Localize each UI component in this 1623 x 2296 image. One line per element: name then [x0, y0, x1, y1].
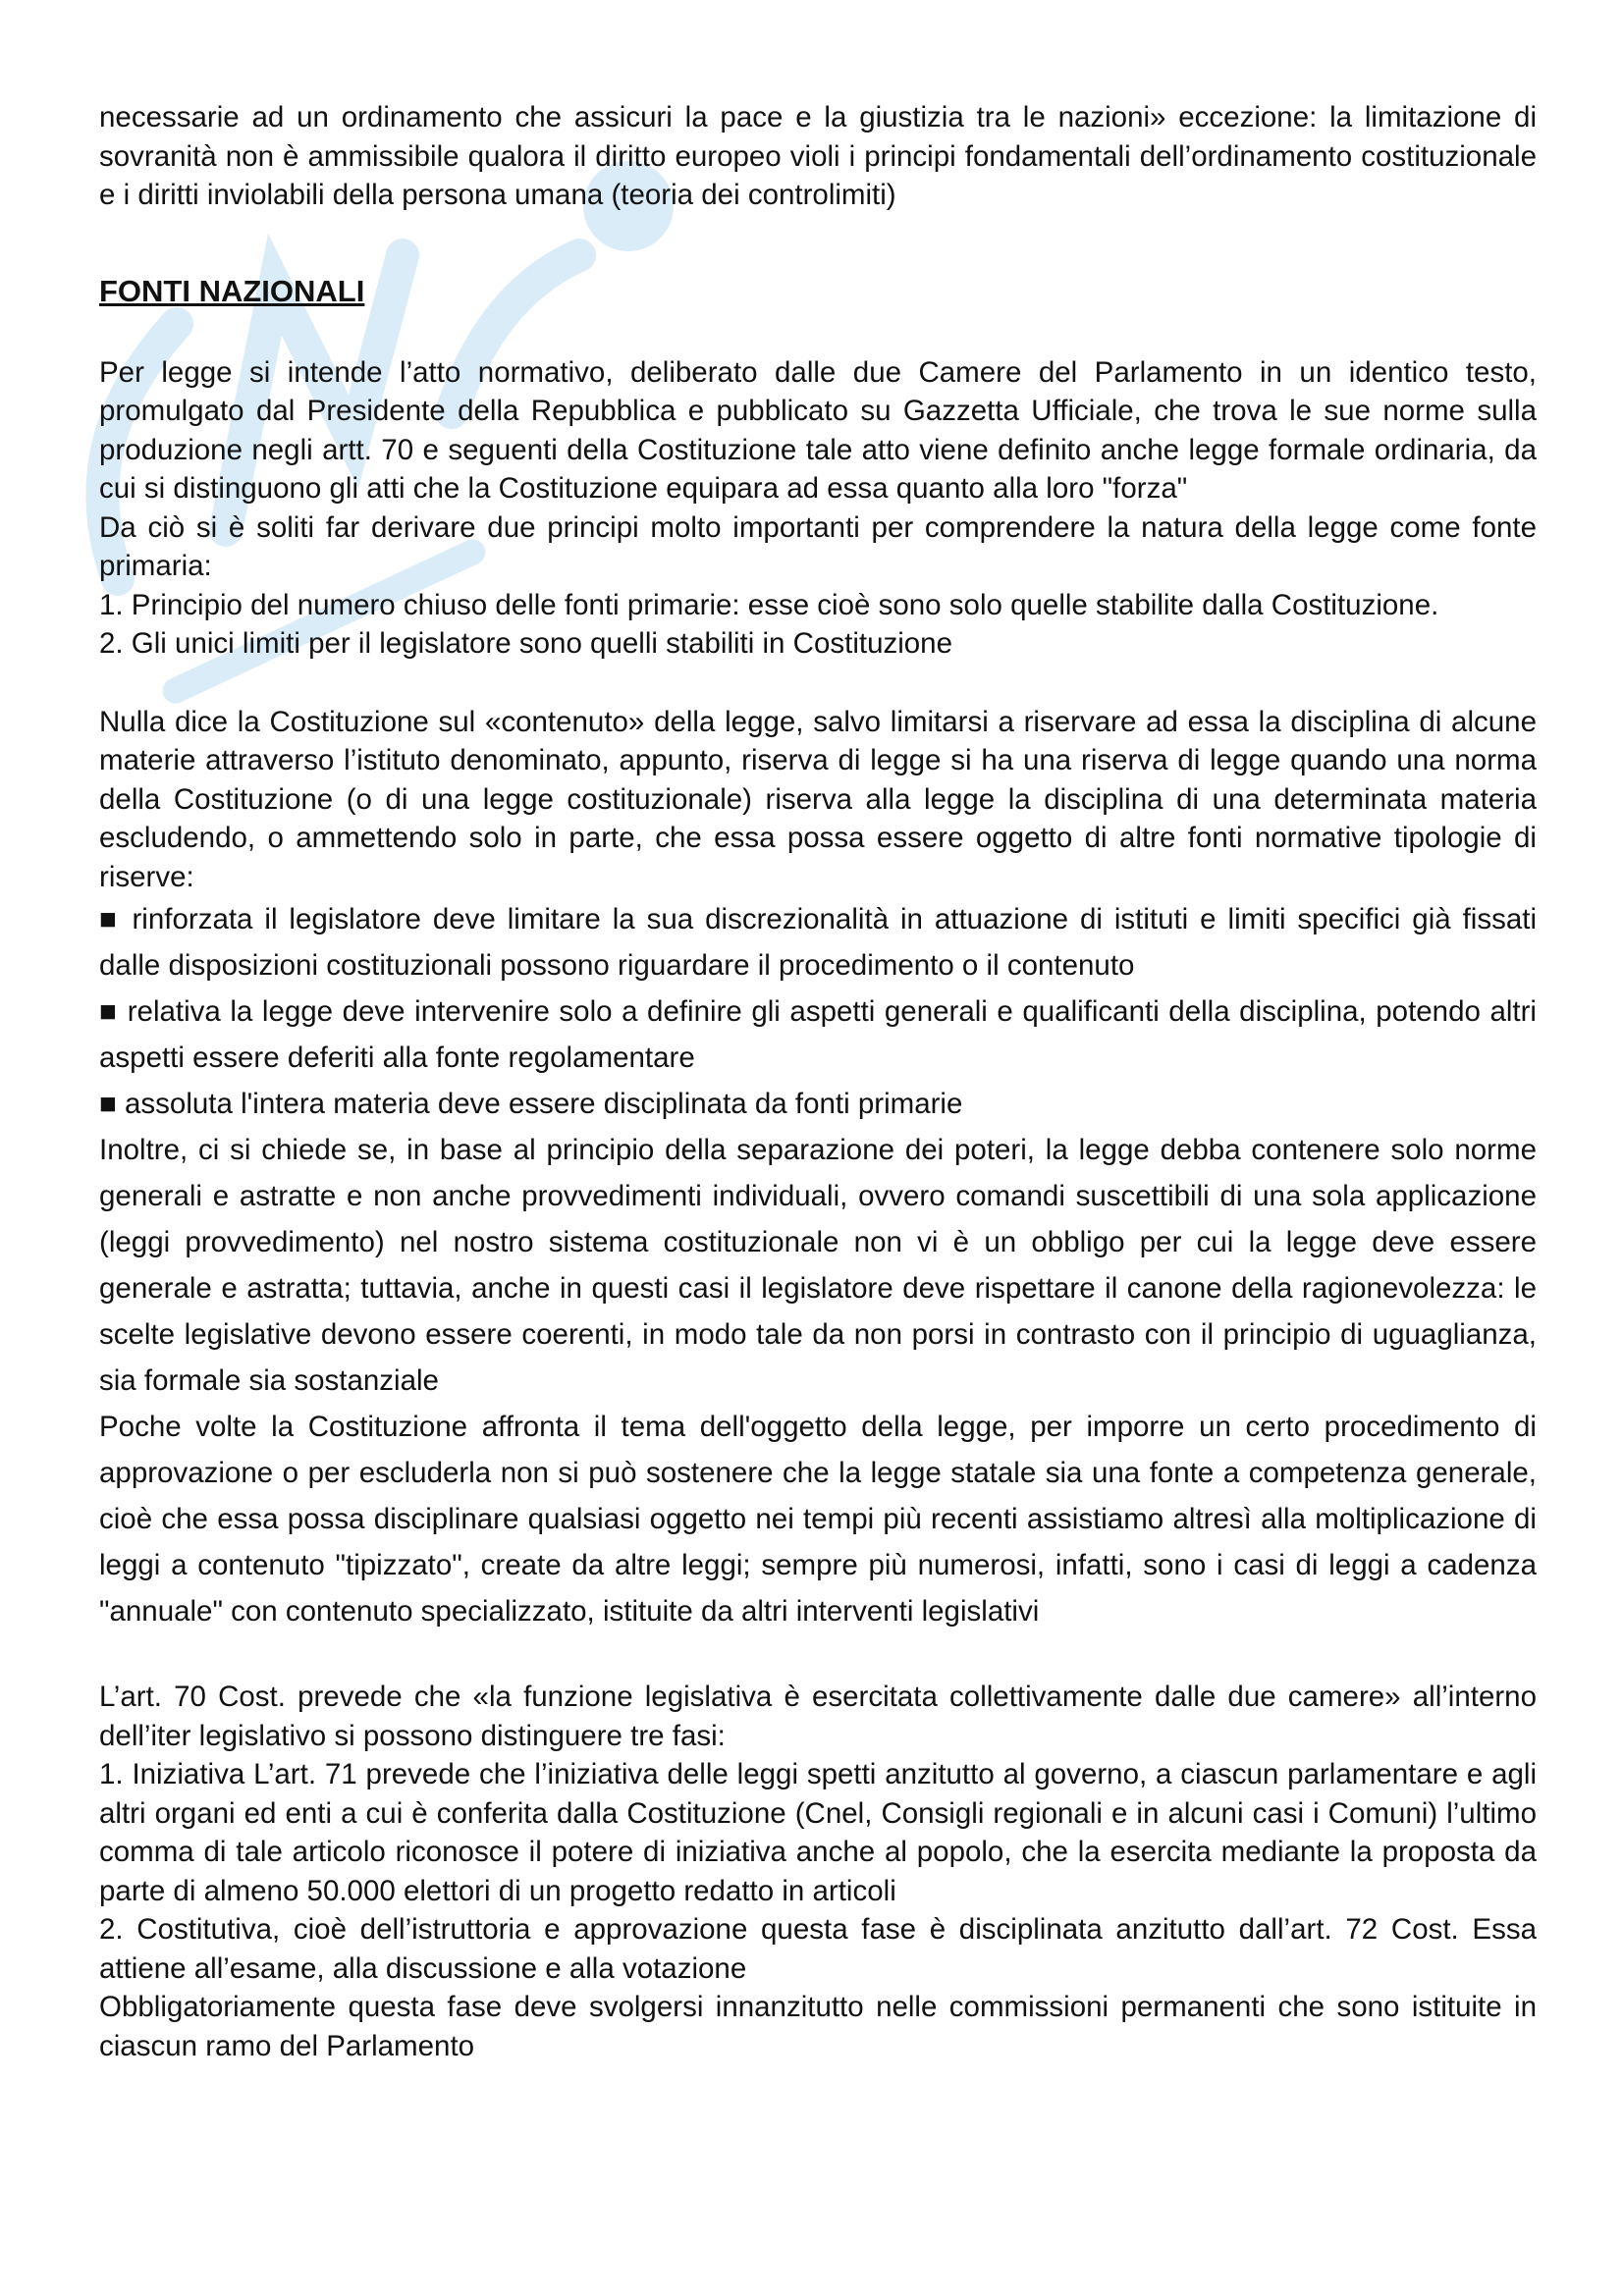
fase-costitutiva: 2. Costitutiva, cioè dell’istruttoria e approvazione questa fase è disciplinata anzitutto dall’art. 72 Cost. Essa attiene all’esame, alla discussione e alla votazione: [99, 1913, 1537, 1985]
iter-intro: L’art. 70 Cost. prevede che «la funzione legislativa è esercitata collettivamente dalle due camere» all’interno dell’iter legislativo si possono distinguere tre fasi:: [99, 1681, 1537, 1752]
riserva-paragraph: Nulla dice la Costituzione sul «contenuto» della legge, salvo limitarsi a riservare ad essa la disciplina di alcune materie attraverso l’istituto denominato, appunto, riserva di legge si ha una riserva di legge quando una norma della Costituzione (o di una legge costituzionale) riserva alla legge la disciplina di una determinata materia escludendo, o ammettendo solo in parte, che essa possa essere oggetto di altre fonti normative tipologie di riserve:: [99, 705, 1537, 893]
principle-2: 2. Gli unici limiti per il legislatore sono quelli stabiliti in Costituzione: [99, 627, 952, 660]
oggetto-legge-paragraph: Poche volte la Costituzione affronta il tema dell'oggetto della legge, per imporre un certo procedimento di approvazione o per escluderla non si può sostenere che la legge statale sia una fonte a competenza generale, cioè che essa possa disciplinare qualsiasi oggetto nei tempi più recenti assistiamo altresì alla moltiplicazione di leggi a contenuto "tipizzato", create da altre leggi; sempre più numerosi, infatti, sono i casi di leggi a cadenza "annuale" con contenuto specializzato, istituite da altri interventi legislativi: [99, 1411, 1537, 1628]
separazione-poteri-paragraph: Inoltre, ci si chiede se, in base al principio della separazione dei poteri, la legge debba contenere solo norme generali e astratte e non anche provvedimenti individuali, ovvero comandi suscettibili di una sola applicazione (leggi provvedimento) nel nostro sistema costituzionale non vi è un obbligo per cui la legge deve essere generale e astratta; tuttavia, anche in questi casi il legislatore deve rispettare il canone della ragionevolezza: le scelte legislative devono essere coerenti, in modo tale da non porsi in contrasto con il principio di uguaglianza, sia formale sia sostanziale: [99, 1134, 1537, 1397]
bullet-relativa: ■ relativa la legge deve intervenire solo a definire gli aspetti generali e qualificanti della disciplina, potendo altri aspetti essere deferiti alla fonte regolamentare: [99, 995, 1537, 1074]
section-heading: FONTI NAZIONALI: [99, 273, 365, 308]
principle-1: 1. Principio del numero chiuso delle fonti primarie: esse cioè sono solo quelle stabilite dalla Costituzione.: [99, 588, 1439, 621]
bullet-assoluta: ■ assoluta l'intera materia deve essere disciplinata da fonti primarie: [99, 1088, 963, 1120]
fase-iniziativa: 1. Iniziativa L’art. 71 prevede che l’iniziativa delle leggi spetti anzitutto al governo, a ciascun parlamentare e agli altri organi ed enti a cui è conferita dalla Costituzione (Cnel, Consigli regionali e in alcuni casi i Comuni) l’ultimo comma di tale articolo riconosce il potere di iniziativa anche al popolo, che la esercita mediante la proposta da parte di almeno 50.000 elettori di un progetto redatto in articoli: [99, 1758, 1537, 1907]
riserva-block: [99, 703, 1537, 897]
principles-intro: Da ciò si è soliti far derivare due principi molto importanti per comprendere la natura della legge come fonte primaria:: [99, 510, 1537, 582]
definition-paragraph: Per legge si intende l’atto normativo, deliberato dalle due Camere del Parlamento in un identico testo, promulgato dal Presidente della Repubblica e pubblicato su Gazzetta Ufficiale, che trova le sue norme sulla produzione negli artt. 70 e seguenti della Costituzione tale atto viene definito anche legge formale ordinaria, da cui si distinguono gli atti che la Costituzione equipara ad essa quanto alla loro "forza": [99, 355, 1537, 505]
intro-paragraph: necessarie ad un ordinamento che assicuri la pace e la giustizia tra le nazioni» eccezione: la limitazione di sovranità non è ammissibile qualora il diritto europeo violi i principi fondamentali dell’ordinamento costituzionale e i diritti inviolabili della persona umana (teoria dei controlimiti): [99, 101, 1537, 211]
iter-block: [99, 1678, 1537, 2065]
bullet-rinforzata: ■ rinforzata il legislatore deve limitare la sua discrezionalità in attuazione di istituti e limiti specifici già fissati dalle disposizioni costituzionali possono riguardare il procedimento o il contenuto: [99, 903, 1537, 982]
intro-block: [99, 98, 1537, 215]
riserve-list-block: [99, 896, 1537, 1634]
commissioni-paragraph: Obbligatoriamente questa fase deve svolgersi innanzitutto nelle commissioni permanenti che sono istituite in ciascun ramo del Parlamento: [99, 1991, 1537, 2062]
definition-block: [99, 353, 1537, 664]
